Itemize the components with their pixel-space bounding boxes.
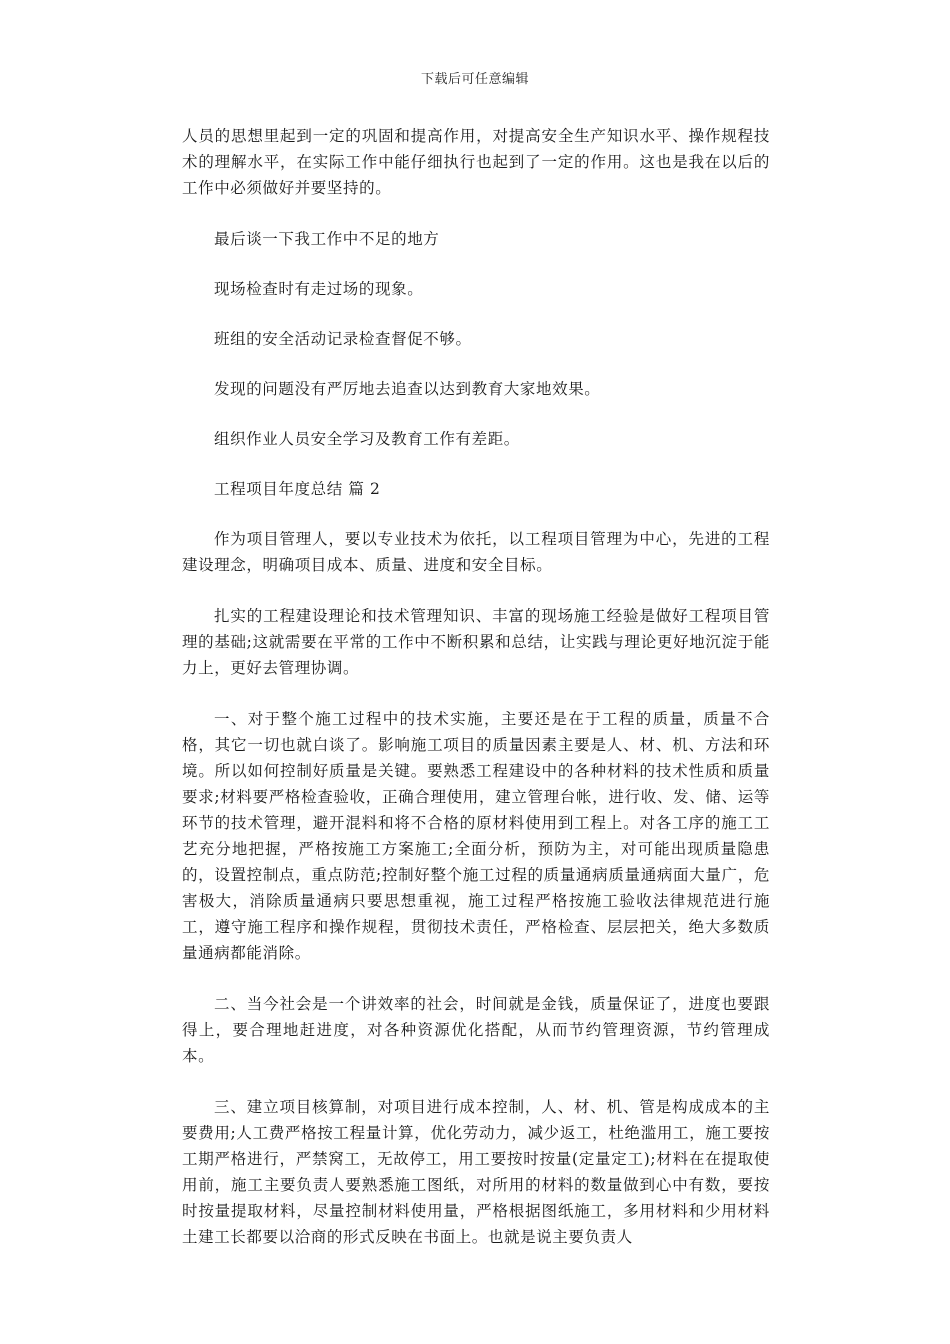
paragraph-shortcoming-3: 发现的问题没有严厉地去追查以达到教育大家地效果。 — [214, 380, 601, 398]
paragraph-intro: 作为项目管理人，要以专业技术为依托，以工程项目管理为中心，先进的工程建设理念，明确项目成本、质量、进度和安全目标。 — [182, 530, 770, 574]
paragraph-foundation: 扎实的工程建设理论和技术管理知识、丰富的现场施工经验是做好工程项目管理的基础;这就需要在平常的工作中不断积累和总结，让实践与理论更好地沉淀于能力上，更好去管理协调。 — [182, 607, 770, 677]
paragraph-shortcoming-1: 现场检查时有走过场的现象。 — [214, 280, 424, 298]
paragraph-point-3: 三、建立项目核算制，对项目进行成本控制，人、材、机、管是构成成本的主要费用;人工费严格按工程量计算，优化劳动力，减少返工，杜绝滥用工，施工要按工期严格进行，严禁窝工，无故停工，用工要按时按量(定量定工);材料在在提取使用前，施工主要负责人要熟悉施工图纸，对所用的材料的数量做到心中有数，要按时按量提取材料，尽量控制材料使用量，严格根据图纸施工，多用材料和少用材料土建工长都要以洽商的形式反映在书面上。也就是说主要负责人 — [182, 1098, 770, 1246]
page-header-note: 下载后可任意编辑 — [420, 72, 529, 87]
document-body — [182, 123, 770, 1275]
paragraph-shortcoming-2: 班组的安全活动记录检查督促不够。 — [214, 330, 472, 348]
paragraph-shortcoming-4: 组织作业人员安全学习及教育工作有差距。 — [214, 430, 520, 448]
paragraph-point-1: 一、对于整个施工过程中的技术实施，主要还是在于工程的质量，质量不合格，其它一切也就白谈了。影响施工项目的质量因素主要是人、材、机、方法和环境。所以如何控制好质量是关键。要熟悉工程建设中的各种材料的技术性质和质量要求;材料要严格检查验收，正确合理使用，建立管理台帐，进行收、发、储、运等环节的技术管理，避开混料和将不合格的原材料使用到工程上。对各工序的施工工艺充分地把握，严格按施工方案施工;全面分析，预防为主，对可能出现质量隐患的，设置控制点，重点防范;控制好整个施工过程的质量通病质量通病面大量广，危害极大，消除质量通病只要思想重视，施工过程严格按施工验收法律规范进行施工，遵守施工程序和操作规程，贯彻技术责任，严格检查、层层把关，绝大多数质量通病都能消除。 — [182, 710, 770, 962]
paragraph-point-2: 二、当今社会是一个讲效率的社会，时间就是金钱，质量保证了，进度也要跟得上，要合理地赶进度，对各种资源优化搭配，从而节约管理资源，节约管理成本。 — [182, 995, 770, 1065]
paragraph-continuation: 人员的思想里起到一定的巩固和提高作用，对提高安全生产知识水平、操作规程技术的理解水平，在实际工作中能仔细执行也起到了一定的作用。这也是我在以后的工作中必须做好并要坚持的。 — [182, 127, 770, 197]
paragraph-shortcomings-intro: 最后谈一下我工作中不足的地方 — [214, 230, 440, 248]
section-heading: 工程项目年度总结 篇 2 — [214, 480, 381, 498]
